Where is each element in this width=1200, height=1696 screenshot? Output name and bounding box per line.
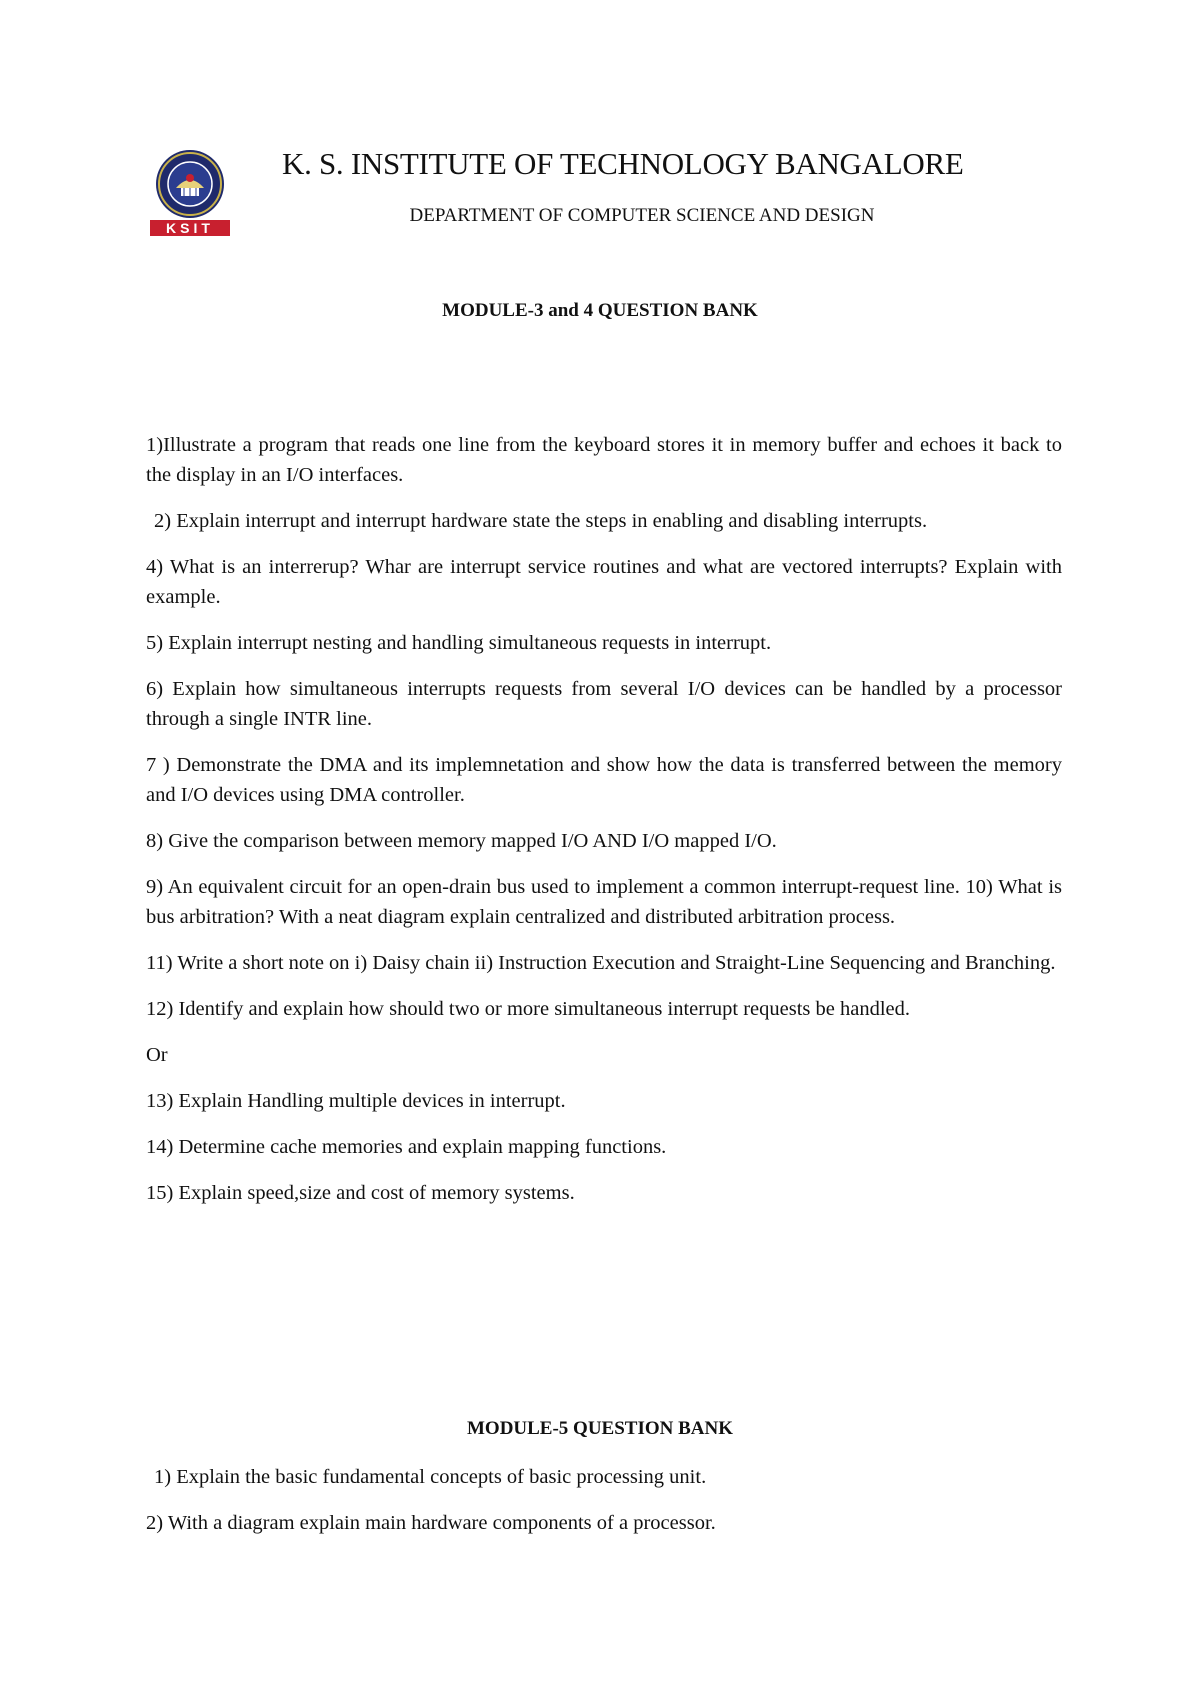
question-item: 7 ) Demonstrate the DMA and its implemnetation and show how the data is transferred between the memory and I/O devices using DMA controller. bbox=[146, 754, 1062, 806]
or-separator: Or bbox=[146, 1044, 168, 1066]
institute-title: K. S. INSTITUTE OF TECHNOLOGY BANGALORE bbox=[282, 146, 964, 181]
question-item: 1)Illustrate a program that reads one line from the keyboard stores it in memory buffer and echoes it back to the display in an I/O interfaces. bbox=[146, 434, 1062, 486]
module-5-question-list bbox=[146, 1462, 1062, 1554]
question-item: 9) An equivalent circuit for an open-drain bus used to implement a common interrupt-request line. 10) What is bus arbitration? With a neat diagram explain centralized and distributed arbitration process. bbox=[146, 876, 1062, 928]
module-3-4-heading: MODULE-3 and 4 QUESTION BANK bbox=[442, 300, 758, 321]
question-item: 12) Identify and explain how should two or more simultaneous interrupt requests be handled. bbox=[146, 998, 911, 1020]
question-item: 5) Explain interrupt nesting and handling simultaneous requests in interrupt. bbox=[146, 632, 772, 654]
question-item: 6) Explain how simultaneous interrupts requests from several I/O devices can be handled by a processor through a single INTR line. bbox=[146, 678, 1062, 730]
question-item: 15) Explain speed,size and cost of memory systems. bbox=[146, 1182, 575, 1204]
logo-text: KSIT bbox=[166, 220, 214, 236]
department-title: DEPARTMENT OF COMPUTER SCIENCE AND DESIGN bbox=[409, 205, 875, 226]
question-item: 14) Determine cache memories and explain mapping functions. bbox=[146, 1136, 667, 1158]
ksit-logo bbox=[148, 148, 232, 240]
question-item: 2) With a diagram explain main hardware components of a processor. bbox=[146, 1512, 716, 1534]
question-item: 13) Explain Handling multiple devices in interrupt. bbox=[146, 1090, 566, 1112]
module-5-heading: MODULE-5 QUESTION BANK bbox=[466, 1418, 734, 1439]
question-item: 1) Explain the basic fundamental concepts of basic processing unit. bbox=[154, 1466, 707, 1488]
question-item: 4) What is an interrerup? Whar are interrupt service routines and what are vectored interrupts? Explain with example. bbox=[146, 556, 1062, 608]
question-item: 8) Give the comparison between memory mapped I/O AND I/O mapped I/O. bbox=[146, 830, 777, 852]
question-item: 2) Explain interrupt and interrupt hardware state the steps in enabling and disabling interrupts. bbox=[154, 510, 928, 532]
module-3-4-question-list bbox=[146, 430, 1062, 1224]
question-item: 11) Write a short note on i) Daisy chain ii) Instruction Execution and Straight-Line Sequencing and Branching. bbox=[146, 952, 1056, 974]
